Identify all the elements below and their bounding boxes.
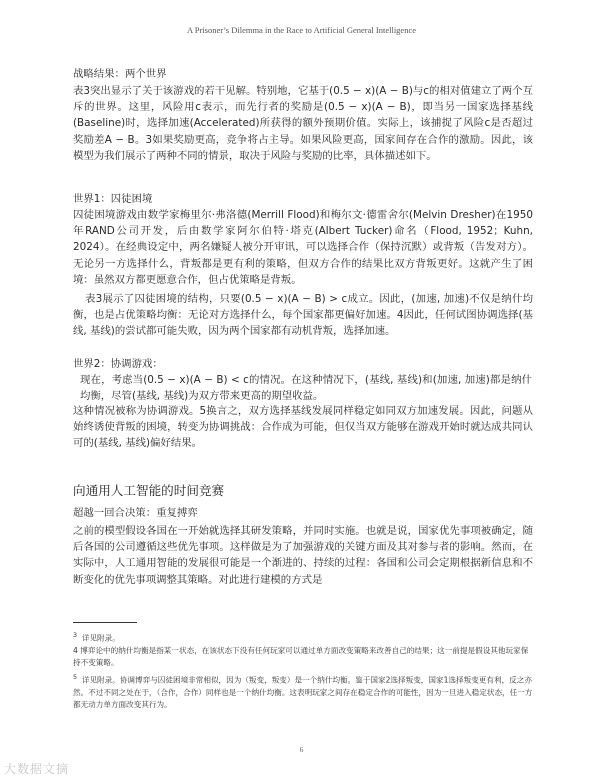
footnote-3: $^3$ 详见附录。 <box>73 632 120 643</box>
subheading-repeated-game: 超越一回合决策：重复搏弈 <box>73 507 198 519</box>
paragraph-strategic-results: 表3突出显示了关于该游戏的若干见解。特别地，它基于(0.5 − x)(A − B)与c的相对值建立了两个互斥的世界。这里，风险用c表示，而先行者的奖励是(0.5 − x)(A − B)，即当另一国家选择基线(Baseline)时，选择加速(Accelerated)所获得的额外预期价值。实际上，该捕捉了风险c是否超过奖励差A − B。3如果奖励更高，竞争将占主导。如果风险更高，国家间存在合作的激励。因此，该模型为我们展示了两种不同的情景，取决于风险与奖励的比率，具体描述如下。 <box>73 85 533 162</box>
page-number: 6 <box>299 745 304 754</box>
watermark: 大数据文摘 <box>4 762 70 776</box>
running-head: A Prisoner’s Dilemma in the Race to Artificial General Intelligence <box>186 25 417 35</box>
paragraph-world2-coordination: 这种情况被称为协调游戏。5换言之，双方选择基线发展同样稳定如同双方加速发展。因此，问题从始终诱使背叛的困境，转变为协调挑战：合作成为可能，但仅当双方能够在游戏开始时就达成共同认可的(基线, 基线)偏好结果。 <box>73 405 533 450</box>
paragraph-agi-race: 之前的模型假设各国在一开始就选择其研发策略，并同时实施。也就是说，国家优先事项被确定，随后各国的公司遵循这些优先事项。这样做是为了加强游戏的关键方面及其对参与者的影响。然而，在实际中，人工通用智能的发展很可能是一个渐进的、持续的过程：各国和公司会定期根据新信息和不断变化的优先事项调整其策略。对此进行建模的方式是 <box>73 525 533 586</box>
paragraph-world1-structure: 表3展示了囚徒困境的结构，只要(0.5 − x)(A − B) > c成立。因此，(加速, 加速)不仅是纳什均衡，也是占优策略均衡：无论对方选择什么，每个国家都更偏好加速。4因此，任何试图协调选择(基线, 基线)的尝试都可能失败，因为两个国家都有动机背叛，选择加速。 <box>73 293 533 338</box>
section-heading-agi-race: 向通用人工智能的时间竞赛 <box>73 483 225 498</box>
section-heading-world1: 世界1：囚徒困境 <box>73 193 153 205</box>
paragraph-world2-condition: 现在，考虑当(0.5 − x)(A − B) < c的情况。在这种情况下，(基线, 基线)和(加速, 加速)都是纳什均衡，尽管(基线, 基线)为双方带来更高的期望收益。 <box>80 374 532 403</box>
section-heading-world2: 世界2：协调游戏： <box>73 358 163 370</box>
section-heading-strategic-results: 战略结果：两个世界 <box>73 68 167 80</box>
footnote-rule <box>73 622 137 623</box>
footnote-5: $^5$ 详见附录。协调博弈与囚徒困境非常相似，因为（叛变，叛变）是一个纳什均衡。鉴于国家2选择叛变，国家1选择叛变更有利，反之亦然。不过不同之处在于，（合作，合作）同样也是一个纳什均衡。这表明玩家之间存在稳定合作的可能性，因为一旦进入稳定状态，任一方都无动力单方面改变其行为。 <box>73 674 533 709</box>
paragraph-world1-intro: 囚徒困境游戏由数学家梅里尔·弗洛德(Merrill Flood)和梅尔文·德雷舍尔(Melvin Dresher)在1950年RAND公司开发，后由数学家阿尔伯特·塔克(Albert Tucker)命名（Flood, 1952；Kuhn, 2024）。在经典设定中，两名嫌疑人被分开审讯，可以选择合作（保持沉默）或背叛（告发对方）。无论另一方选择什么，背叛都是更有利的策略，但双方合作的结果比双方背叛更好。这就产生了困境：虽然双方都更愿意合作，但占优策略是背叛。 <box>73 209 533 286</box>
footnote-4: 4 博弈论中的纳什均衡是指某一状态，在该状态下没有任何玩家可以通过单方面改变策略来改善自己的结果；这一前提是假设其他玩家保持不变策略。 <box>73 646 529 667</box>
